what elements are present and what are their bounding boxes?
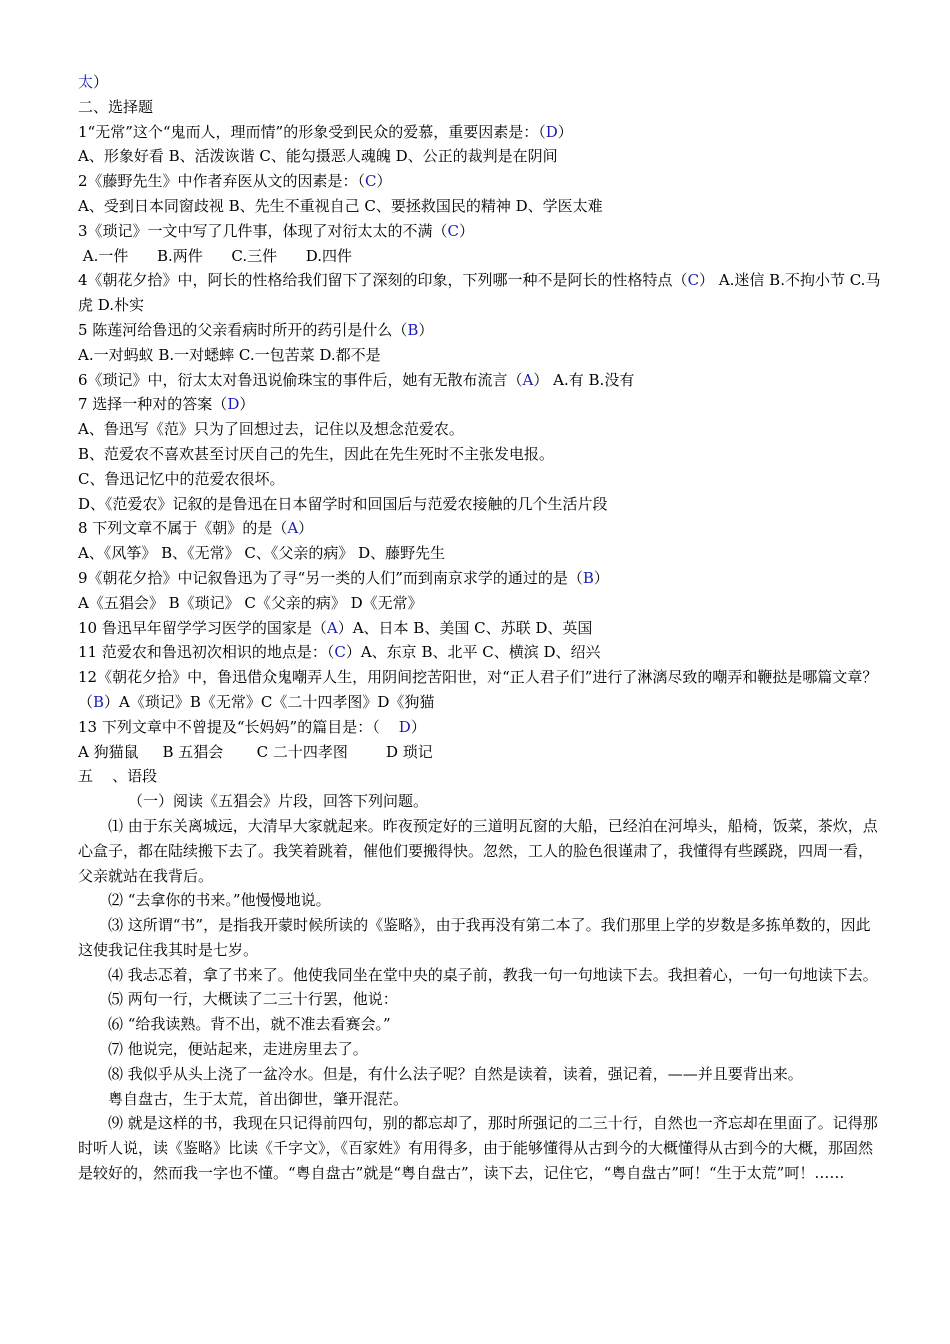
answer-1: D [545,122,558,141]
options-7c: C、鲁迅记忆中的范爱农很坏。 [78,469,285,488]
question-12: 12《朝花夕拾》中，鲁迅借众鬼嘲弄人生，用阴间挖苦阳世，对“正人君子们”进行了淋漓尽致的嘲弄和鞭挞是哪篇文章？（B）A《琐记》B《无常》C《二十四孝图》D《狗猫 [78,668,878,711]
options-13: A 狗猫鼠 B 五猖会 C 二十四孝图 D 琐记 [78,742,433,761]
answer-13: D [398,717,411,736]
question-7: 7 选择一种对的答案（D） [78,395,255,414]
paragraph-2: ⑵ “去拿你的书来。”他慢慢地说。 [108,891,331,910]
answer-3: C [447,221,460,240]
question-13: 13 下列文章中不曾提及“长妈妈”的篇目是：（ D） [78,717,426,736]
paragraph-6: ⑹ “给我读熟。背不出，就不准去看赛会。” [108,1015,391,1034]
options-5: A.一对蚂蚁 B.一对蟋蟀 C.一包苦菜 D.都不是 [78,345,381,364]
question-8: 8 下列文章不属于《朝》的是（A） [78,519,314,538]
options-3: A.一件 B.两件 C.三件 D.四件 [78,246,352,265]
question-4: 4《朝花夕拾》中，阿长的性格给我们留下了深刻的印象，下列哪一种不是阿长的性格特点（C） A.迷信 B.不拘小节 C.马虎 D.朴实 [78,271,881,315]
paragraph-3: ⑶ 这所谓“书”，是指我开蒙时候所读的《鉴略》，由于我再没有第二本了。我们那里上学的岁数是多拣单数的，因此这使我记住我其时是七岁。 [78,916,871,959]
paragraph-8: ⑻ 我似乎从头上浇了一盆冷水。但是，有什么法子呢？自然是读着，读着，强记着，——并且要背出来。 [108,1064,803,1083]
question-6: 6《琐记》中，衍太太对鲁迅说偷珠宝的事件后，她有无散布流言（A） A.有 B.没有 [78,370,635,389]
carryover-line: 太） [78,73,109,91]
document-body [78,70,884,1186]
options-8: A、《风筝》 B、《无常》 C、《父亲的病》 D、藤野先生 [78,544,446,563]
answer-8: A [287,519,299,538]
section-title-reading: 五 、语段 [78,767,158,786]
answer-12: B [93,692,105,711]
question-5: 5 陈莲河给鲁迅的父亲看病时所开的药引是什么（B） [78,320,434,339]
answer-6: A [522,370,534,389]
answer-4: C [687,271,700,290]
answer-10: A [326,618,338,637]
section-title-choice: 二、选择题 [78,97,154,116]
quoted-verse: 粤自盘古，生于太荒，首出御世，肇开混茫。 [108,1089,409,1108]
options-7b: B、范爱农不喜欢甚至讨厌自己的先生，因此在先生死时不主张发电报。 [78,444,555,463]
question-3: 3《琐记》一文中写了几件事，体现了对衍太太的不满（C） [78,221,475,240]
answer-7: D [227,395,240,414]
options-9: A《五猖会》 B《琐记》 C《父亲的病》 D《无常》 [78,593,423,612]
question-9: 9《朝花夕拾》中记叙鲁迅为了寻“另一类的人们”而到南京求学的通过的是（B） [78,568,609,587]
options-7a: A、鲁迅写《范》只为了回想过去，记住以及想念范爱农。 [78,420,464,439]
question-10: 10 鲁迅早年留学学习医学的国家是（A）A、日本 B、美国 C、苏联 D、英国 [78,618,593,637]
paragraph-4: ⑷ 我忐忑着，拿了书来了。他使我同坐在堂中央的桌子前，教我一句一句地读下去。我担着心，一句一句地读下去。 [108,965,878,984]
answer-2: C [365,172,377,191]
paragraph-5: ⑸ 两句一行，大概读了二三十行罢，他说： [108,990,398,1009]
question-2: 2《藤野先生》中作者弃医从文的因素是：（C） [78,172,392,191]
reading-intro: （一）阅读《五猖会》片段，回答下列问题。 [128,792,429,811]
options-7d: D、《范爱农》记叙的是鲁迅在日本留学时和回国后与范爱农接触的几个生活片段 [78,494,608,513]
options-1: A、形象好看 B、活泼诙谐 C、能勾摄恶人魂魄 D、公正的裁判是在阴间 [78,147,558,166]
answer-11: C [334,643,346,662]
answer-9: B [582,568,594,587]
question-1: 1“无常”这个“鬼而人，理而情”的形象受到民众的爱慕，重要因素是：（D） [78,122,573,141]
question-11: 11 范爱农和鲁迅初次相识的地点是：（C）A、东京 B、北平 C、横滨 D、绍兴 [78,643,601,662]
paragraph-9: ⑼ 就是这样的书，我现在只记得前四句，别的都忘却了，那时所强记的二三十行，自然也一齐忘却在里面了。记得那时听人说，读《鉴略》比读《千字文》，《百家姓》有用得多，由于能够懂得从古到今的大概懂得从古到今的大概，那固然是较好的，然而我一字也不懂。“粤自盘古”就是“粤自盘古”，读下去，记住它，“粤自盘古”呵！“生于太荒”呵！…… [78,1114,878,1183]
paragraph-7: ⑺ 他说完，便站起来，走进房里去了。 [108,1040,368,1059]
answer-5: B [407,320,419,339]
paragraph-1: ⑴ 由于东关离城远，大清早大家就起来。昨夜预定好的三道明瓦窗的大船，已经泊在河埠头，船椅，饭菜，茶炊，点心盒子，都在陆续搬下去了。我笑着跳着，催他们要搬得快。忽然，工人的脸色很谨肃了，我懂得有些蹊跷，四周一看，父亲就站在我背后。 [78,816,878,885]
options-2: A、受到日本同窗歧视 B、先生不重视自己 C、要拯救国民的精神 D、学医太难 [78,196,603,215]
carryover-answer: 太 [78,73,94,91]
